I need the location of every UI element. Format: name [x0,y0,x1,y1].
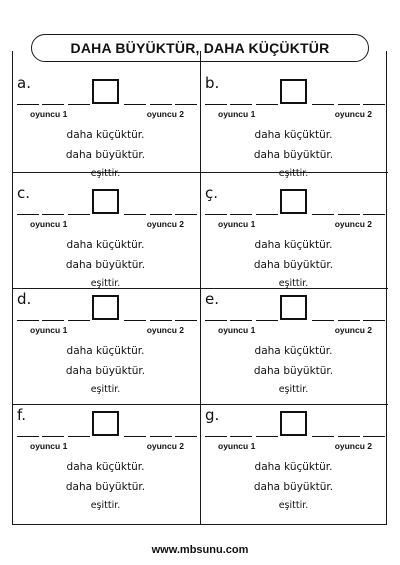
blank-line[interactable] [256,320,278,321]
option-bigger: daha büyüktür. [65,365,146,377]
option-smaller: daha küçüktür. [66,129,145,141]
option-equal: eşittir. [278,384,309,395]
blank-line[interactable] [205,104,227,105]
player1-label: oyuncu 1 [218,441,256,451]
blank-line[interactable] [17,436,39,437]
option-smaller: daha küçüktür. [254,239,333,251]
blank-line[interactable] [42,104,64,105]
exercise-cell [12,289,199,404]
option-equal: eşittir. [278,168,309,179]
option-equal: eşittir. [278,500,309,511]
blank-line[interactable] [150,104,172,105]
player1-label: oyuncu 1 [218,219,256,229]
blank-line[interactable] [150,320,172,321]
option-smaller: daha küçüktür. [66,461,145,473]
blank-line[interactable] [338,436,360,437]
player1-label: oyuncu 1 [30,219,68,229]
option-smaller: daha küçüktür. [254,129,333,141]
exercise-cell [200,73,387,188]
blank-line[interactable] [175,214,197,215]
player2-label: oyuncu 2 [146,325,184,335]
option-bigger: daha büyüktür. [65,259,146,271]
blank-line[interactable] [312,214,334,215]
blank-line[interactable] [68,104,90,105]
exercise-cell [200,183,387,298]
player2-label: oyuncu 2 [146,441,184,451]
blank-line[interactable] [150,436,172,437]
blank-line[interactable] [363,104,385,105]
blank-line[interactable] [312,320,334,321]
blank-line[interactable] [230,320,252,321]
blank-line[interactable] [230,104,252,105]
comparison-box[interactable] [280,189,307,214]
exercise-letter: g. [205,406,220,424]
page-title-text: DAHA BÜYÜKTÜR, DAHA KÜÇÜKTÜR [70,40,330,56]
exercise-letter: b. [205,74,220,92]
option-equal: eşittir. [90,168,121,179]
exercise-cell [200,289,387,404]
blank-line[interactable] [42,320,64,321]
option-bigger: daha büyüktür. [65,149,146,161]
option-equal: eşittir. [278,278,309,289]
blank-line[interactable] [68,436,90,437]
comparison-box[interactable] [92,189,119,214]
comparison-box[interactable] [92,295,119,320]
blank-line[interactable] [338,320,360,321]
option-bigger: daha büyüktür. [253,481,334,493]
option-smaller: daha küçüktür. [66,239,145,251]
footer-url: www.mbsunu.com [151,544,249,556]
blank-line[interactable] [42,436,64,437]
option-bigger: daha büyüktür. [253,259,334,271]
blank-line[interactable] [256,104,278,105]
player1-label: oyuncu 1 [218,325,256,335]
blank-line[interactable] [363,436,385,437]
blank-line[interactable] [124,104,146,105]
player2-label: oyuncu 2 [334,219,372,229]
player1-label: oyuncu 1 [30,441,68,451]
blank-line[interactable] [205,436,227,437]
blank-line[interactable] [68,320,90,321]
blank-line[interactable] [256,214,278,215]
exercise-cell [12,183,199,298]
blank-line[interactable] [312,104,334,105]
exercise-letter: d. [17,290,32,308]
comparison-box[interactable] [280,79,307,104]
blank-line[interactable] [124,436,146,437]
option-equal: eşittir. [90,500,121,511]
player1-label: oyuncu 1 [30,325,68,335]
exercise-letter: f. [17,406,26,424]
player2-label: oyuncu 2 [146,219,184,229]
blank-line[interactable] [17,320,39,321]
blank-line[interactable] [338,214,360,215]
exercise-cell [200,405,387,520]
blank-line[interactable] [363,214,385,215]
blank-line[interactable] [42,214,64,215]
blank-line[interactable] [230,436,252,437]
option-smaller: daha küçüktür. [254,345,333,357]
option-bigger: daha büyüktür. [65,481,146,493]
exercise-letter: c. [17,184,31,202]
blank-line[interactable] [175,104,197,105]
player2-label: oyuncu 2 [334,109,372,119]
option-smaller: daha küçüktür. [254,461,333,473]
blank-line[interactable] [230,214,252,215]
player1-label: oyuncu 1 [30,109,68,119]
option-bigger: daha büyüktür. [253,365,334,377]
exercise-cell [12,73,199,188]
blank-line[interactable] [205,320,227,321]
option-bigger: daha büyüktür. [253,149,334,161]
player2-label: oyuncu 2 [334,325,372,335]
player2-label: oyuncu 2 [146,109,184,119]
blank-line[interactable] [17,104,39,105]
exercise-letter: a. [17,74,31,92]
blank-line[interactable] [312,436,334,437]
blank-line[interactable] [338,104,360,105]
option-smaller: daha küçüktür. [66,345,145,357]
comparison-box[interactable] [280,411,307,436]
blank-line[interactable] [124,214,146,215]
blank-line[interactable] [68,214,90,215]
blank-line[interactable] [363,320,385,321]
player1-label: oyuncu 1 [218,109,256,119]
option-equal: eşittir. [90,278,121,289]
exercise-letter: e. [205,290,219,308]
blank-line[interactable] [124,320,146,321]
blank-line[interactable] [256,436,278,437]
exercise-cell [12,405,199,520]
exercise-letter: ç. [205,184,219,202]
blank-line[interactable] [205,214,227,215]
comparison-box[interactable] [280,295,307,320]
player2-label: oyuncu 2 [334,441,372,451]
comparison-box[interactable] [92,411,119,436]
blank-line[interactable] [175,320,197,321]
comparison-box[interactable] [92,79,119,104]
blank-line[interactable] [175,436,197,437]
blank-line[interactable] [17,214,39,215]
option-equal: eşittir. [90,384,121,395]
blank-line[interactable] [150,214,172,215]
